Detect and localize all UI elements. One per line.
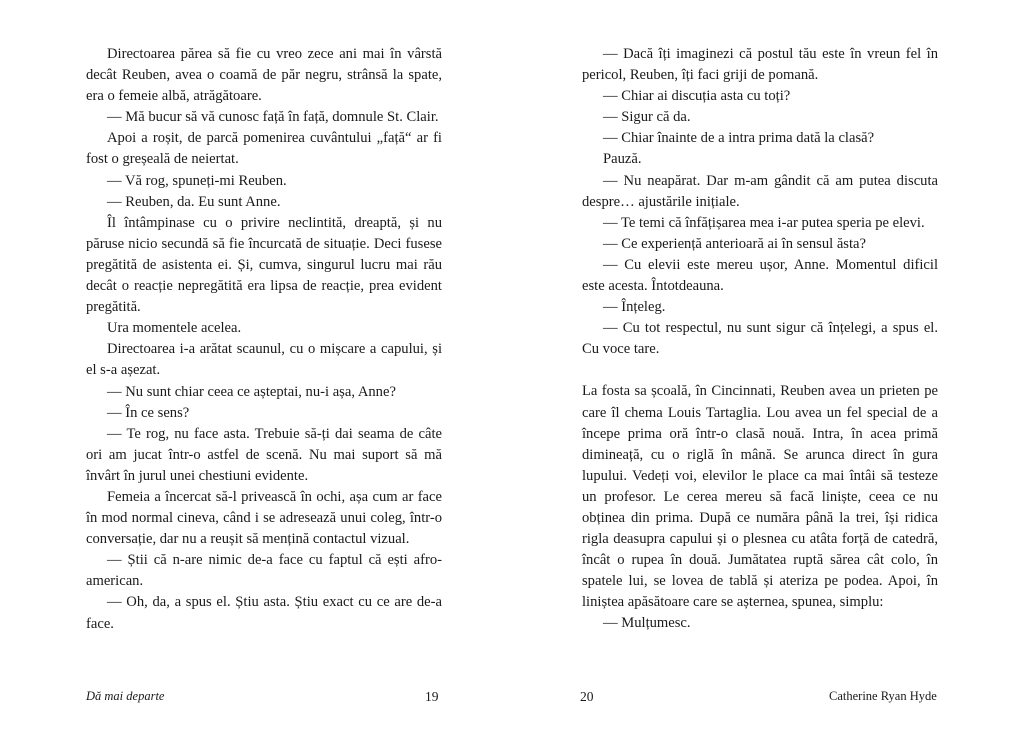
section-break xyxy=(582,360,938,381)
running-author: Catherine Ryan Hyde xyxy=(829,689,937,703)
paragraph: — Vă rog, spuneți-mi Reuben. xyxy=(107,172,287,189)
paragraph: — Chiar ai discuția asta cu toți? xyxy=(603,88,791,105)
paragraph: Îl întâmpinase cu o privire neclintită, dreaptă, și nu păruse nicio secundă să fie încurcată de situație. Deci fusese pregătită de asistenta ei. Și, cumva, singurul lucru mai rău decât o reacție nepregătită era lipsa de reacție, prea evident pregătită. xyxy=(86,214,442,316)
paragraph: Apoi a roșit, de parcă pomenirea cuvântului „față“ ar fi fost o greșeală de neiertat. xyxy=(86,130,442,168)
paragraph: Femeia a încercat să-l privească în ochi, așa cum ar face în mod normal cineva, când i se adresează unui coleg, într-o conversație, dar nu a reușit să mențină contactul vizual. xyxy=(86,488,442,548)
paragraph: — Cu elevii este mereu ușor, Anne. Momentul dificil este acesta. Întotdeauna. xyxy=(582,256,938,295)
paragraph: — Mulțumesc. xyxy=(603,615,691,632)
running-title: Dă mai departe xyxy=(86,689,165,703)
paragraph: — Sigur că da. xyxy=(603,109,691,126)
paragraph: — Te rog, nu face asta. Trebuie să-ți dai seama de câte ori am jucat într-o astfel de scenă. Nu mai suport să mă învârt în jurul unei chestiuni evidente. xyxy=(86,425,442,484)
paragraph: — Oh, da, a spus el. Știu asta. Știu exact cu ce are de-a face. xyxy=(86,594,442,632)
paragraph: Directoarea părea să fie cu vreo zece ani mai în vârstă decât Reuben, avea o coamă de păr negru, strânsă la spate, era o femeie albă, atrăgătoare. xyxy=(86,46,442,105)
paragraph: — Te temi că înfățișarea mea i-ar putea speria pe elevi. xyxy=(603,214,925,231)
paragraph: Pauză. xyxy=(603,151,642,168)
right-page-text xyxy=(582,44,938,635)
paragraph: — Ce experiență anterioară ai în sensul ăsta? xyxy=(603,235,866,252)
page-number-left: 19 xyxy=(425,689,439,704)
paragraph: — Dacă îți imaginezi că postul tău este în vreun fel în pericol, Reuben, îți faci griji de pomană. xyxy=(582,46,938,84)
paragraph: — Știi că n-are nimic de-a face cu faptul că ești afro-american. xyxy=(86,552,442,590)
paragraph: — Cu tot respectul, nu sunt sigur că înțelegi, a spus el. Cu voce tare. xyxy=(582,320,938,358)
page-number-right: 20 xyxy=(580,689,594,704)
paragraph: La fosta sa școală, în Cincinnati, Reuben avea un prieten pe care îl chema Louis Tartaglia. Lou avea un fel special de a începe prima oră într-o clasă nouă. Intra, în acea primă dimineață, cu o riglă în mână. Se arunca direct în gura lupului. Vedeți voi, elevilor le place ca mai întâi să testeze un profesor. Le cerea mereu să facă liniște, ceea ce nu obținea din prima. După ce număra până la trei, își ridica rigla deasupra capului și o plesnea cu atâta forță de catedră, încât o rupea în două. Jumătatea ruptă sărea cât colo, în spatele lui, se lovea de tablă și ateriza pe podea. Apoi, în liniștea apăsătoare care se așternea, spunea, simplu: xyxy=(582,383,938,611)
paragraph: — Mă bucur să vă cunosc față în față, domnule St. Clair. xyxy=(107,109,439,126)
paragraph: — În ce sens? xyxy=(107,404,190,421)
paragraph: — Chiar înainte de a intra prima dată la clasă? xyxy=(603,130,875,147)
paragraph: — Înțeleg. xyxy=(603,299,666,316)
left-page-text xyxy=(86,44,442,635)
paragraph: — Nu sunt chiar ceea ce așteptai, nu-i așa, Anne? xyxy=(107,383,396,400)
paragraph: — Nu neapărat. Dar m-am gândit că am putea discuta despre… ajustările inițiale. xyxy=(582,172,938,210)
paragraph: Ura momentele acelea. xyxy=(107,320,242,337)
paragraph: — Reuben, da. Eu sunt Anne. xyxy=(107,193,281,210)
paragraph: Directoarea i-a arătat scaunul, cu o mișcare a capului, și el s-a așezat. xyxy=(86,341,442,379)
